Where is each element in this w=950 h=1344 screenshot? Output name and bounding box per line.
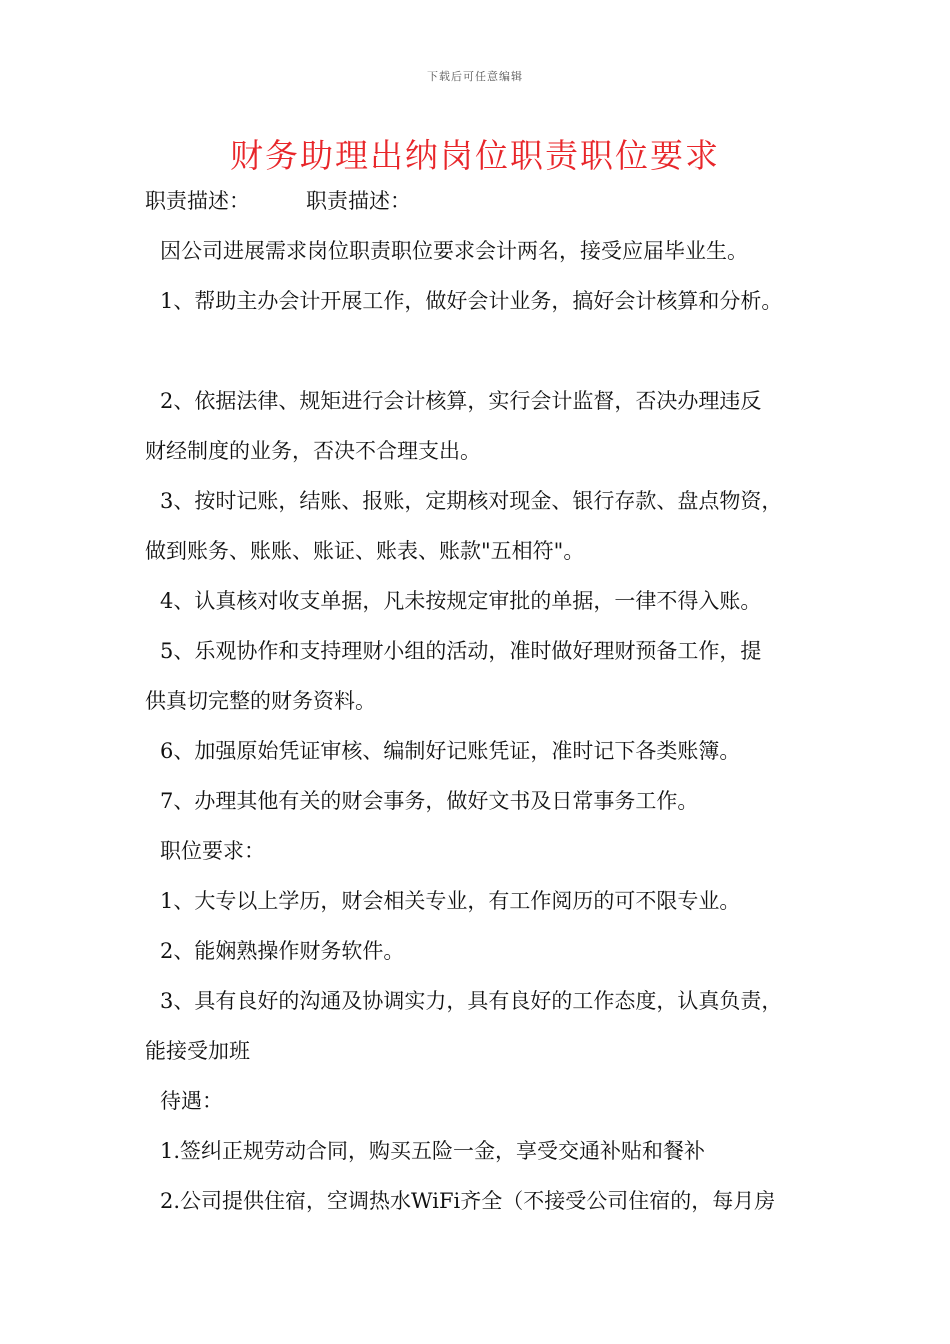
duty-item-3-line-1: 3、按时记账，结账、报账，定期核对现金、银行存款、盘点物资，	[160, 489, 783, 513]
duty-item-7: 7、办理其他有关的财会事务，做好文书及日常事务工作。	[160, 789, 699, 813]
requirement-item-3-line-1: 3、具有良好的沟通及协调实力，具有良好的工作态度，认真负责，	[160, 989, 783, 1013]
duty-item-5-line-1: 5、乐观协作和支持理财小组的活动，准时做好理财预备工作，提	[160, 639, 762, 663]
requirement-item-2: 2、能娴熟操作财务软件。	[160, 939, 405, 963]
benefit-item-2: 2.公司提供住宿，空调热水WiFi齐全（不接受公司住宿的，每月房	[160, 1189, 776, 1213]
duty-item-2-line-1: 2、依据法律、规矩进行会计核算，实行会计监督，否决办理违反	[160, 389, 762, 413]
duty-item-2-line-2: 财经制度的业务，否决不合理支出。	[145, 439, 481, 463]
duty-item-1: 1、帮助主办会计开展工作，做好会计业务，搞好会计核算和分析。	[160, 289, 783, 313]
duty-item-3-line-2: 做到账务、账账、账证、账表、账款"五相符"。	[145, 539, 585, 563]
intro-paragraph: 因公司进展需求岗位职责职位要求会计两名，接受应届毕业生。	[160, 239, 748, 263]
duty-heading-b: 职责描述：	[306, 189, 411, 213]
requirements-heading: 职位要求：	[160, 839, 265, 863]
requirement-item-3-line-2: 能接受加班	[145, 1039, 250, 1063]
benefit-item-1: 1.签纠正规劳动合同，购买五险一金，享受交通补贴和餐补	[160, 1139, 706, 1163]
requirement-item-1: 1、大专以上学历，财会相关专业，有工作阅历的可不限专业。	[160, 889, 741, 913]
duty-item-6: 6、加强原始凭证审核、编制好记账凭证，准时记下各类账簿。	[160, 739, 741, 763]
benefits-heading: 待遇：	[160, 1089, 223, 1113]
duty-item-4: 4、认真核对收支单据，凡未按规定审批的单据，一律不得入账。	[160, 589, 762, 613]
header-note: 下载后可任意编辑	[427, 70, 523, 83]
blank-line	[145, 326, 835, 376]
duty-item-5-line-2: 供真切完整的财务资料。	[145, 689, 376, 713]
page-title: 财务助理出纳岗位职责职位要求	[230, 136, 720, 175]
duty-heading-a: 职责描述：	[145, 189, 250, 213]
duty-heading-line	[145, 176, 835, 226]
document-body	[145, 176, 835, 1226]
